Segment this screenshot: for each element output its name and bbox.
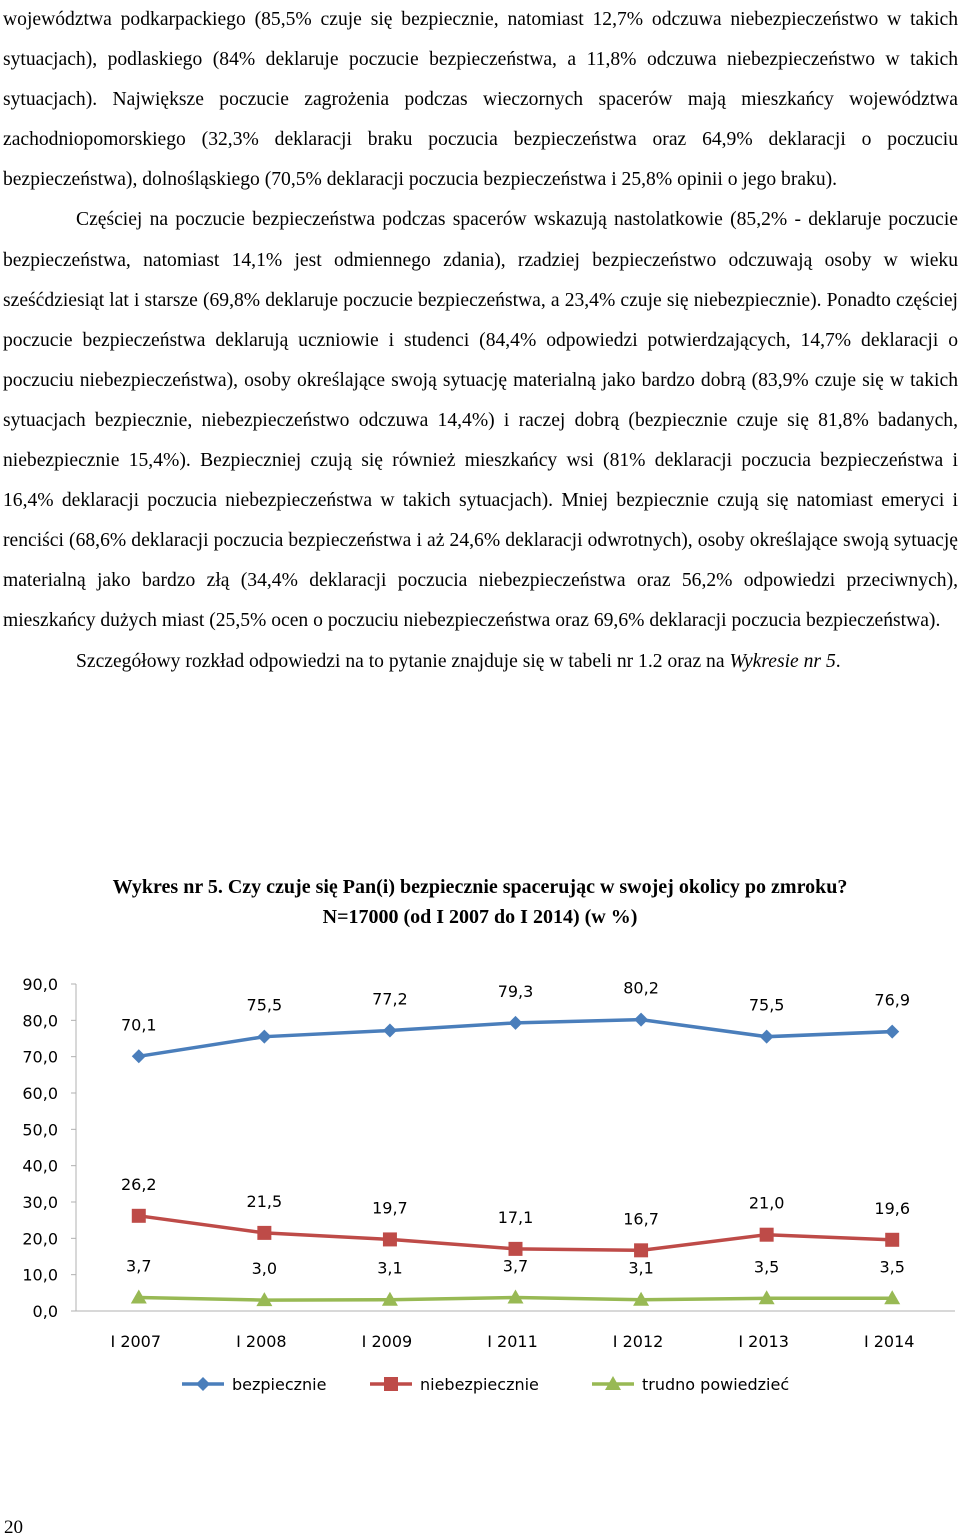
reference-text: Szczegółowy rozkład odpowiedzi na to pytanie znajduje się w tabeli nr 1.2 oraz na (76, 650, 730, 672)
paragraph-2: Częściej na poczucie bezpieczeństwa podczas spacerów wskazują nastolatkowie (85,2% - deklaruje poczucie bezpieczeństwa, natomiast 14,1% jest odmiennego zdania), rzadziej bezpieczeństwo odczuwają osoby w wieku sześćdziesiąt lat i starsze (69,8% deklaruje poczucie bezpieczeństwa, a 23,4% czuje się niebezpiecznie). Ponadto częściej poczucie bezpieczeństwa deklarują uczniowie i studenci (84,4% odpowiedzi potwierdzających, 14,7% deklaracji o poczuciu niebezpieczeństwa), osoby określające swoją sytuację materialną jako bardzo dobrą (83,9% czuje się w takich sytuacjach bezpiecznie, niebezpieczeństwo odczuwa 14,4%) i raczej dobrą (bezpiecznie czuje się 81,8% badanych, niebezpiecznie 15,4%). Bezpieczniej czują się również mieszkańcy wsi (81% deklaracji poczucia bezpieczeństwa i 16,4% deklaracji poczucia niebezpieczeństwa w takich sytuacjach). Mniej bezpiecznie czują się natomiast emeryci i renciści (68,6% deklaracji poczucia bezpieczeństwa i aż 24,6% deklaracji odwrotnych), osoby określające swoją sytuację materialną jako bardzo złą (34,4% deklaracji poczucia niebezpieczeństwa oraz 56,2% odpowiedzi przeciwnych), mieszkańcy dużych miast (25,5% ocen o poczuciu niebezpieczeństwa oraz 69,6% deklaracji poczucia bezpieczeństwa). (3, 209, 958, 632)
y-tick-label: 10,0 (22, 1265, 58, 1285)
figure-subtitle: N=17000 (od I 2007 do I 2014) (w %) (322, 906, 638, 928)
data-label: 3,1 (377, 1258, 403, 1278)
x-tick-label: I 2011 (487, 1332, 538, 1351)
y-tick-label: 90,0 (22, 975, 58, 994)
reference-figure-link: Wykresie nr 5 (729, 650, 836, 672)
data-point (257, 1030, 271, 1044)
page-number: 20 (4, 1517, 23, 1538)
legend-item (592, 1375, 789, 1394)
data-point (885, 1025, 899, 1039)
data-label: 21,5 (246, 1191, 283, 1211)
x-tick-label: I 2014 (863, 1332, 915, 1351)
data-point (509, 1016, 523, 1030)
data-point (132, 1049, 146, 1063)
y-tick-label: 0,0 (32, 1302, 58, 1321)
y-tick-label: 70,0 (22, 1047, 58, 1067)
data-label: 70,1 (120, 1015, 157, 1035)
reference-end: . (835, 650, 841, 672)
x-tick-label: I 2008 (236, 1332, 287, 1351)
y-tick-label: 50,0 (22, 1120, 58, 1140)
data-label: 26,2 (120, 1174, 157, 1194)
chart-axes (22, 975, 955, 1351)
data-point (196, 1377, 210, 1391)
data-point (760, 1030, 774, 1044)
y-tick-label: 30,0 (22, 1193, 58, 1212)
y-tick-label: 80,0 (22, 1011, 58, 1031)
figure-title: Wykres nr 5. Czy czuje się Pan(i) bezpiecznie spacerując w swojej okolicy po zmroku? (112, 876, 848, 898)
x-tick-label: I 2013 (738, 1332, 789, 1351)
series-0 (121, 979, 910, 1064)
data-label: 3,5 (879, 1257, 905, 1277)
body-text (3, 0, 958, 682)
data-label: 75,5 (748, 995, 785, 1015)
legend-item (370, 1375, 539, 1394)
legend-label: trudno powiedzieć (642, 1375, 790, 1394)
y-tick-label: 20,0 (22, 1229, 58, 1249)
reference-paragraph (3, 642, 958, 682)
y-tick-label: 60,0 (22, 1084, 58, 1103)
data-point (257, 1226, 271, 1240)
x-tick-label: I 2007 (110, 1332, 162, 1351)
y-tick-label: 40,0 (22, 1156, 58, 1176)
data-label: 3,0 (251, 1259, 278, 1279)
data-point (383, 1232, 397, 1246)
data-point (634, 1243, 648, 1257)
x-tick-label: I 2012 (612, 1332, 664, 1351)
data-label: 79,3 (497, 981, 534, 1001)
legend-label: bezpiecznie (232, 1375, 327, 1394)
data-label: 75,5 (246, 995, 283, 1015)
data-point (384, 1377, 398, 1391)
x-tick-label: I 2009 (361, 1332, 413, 1351)
data-label: 16,7 (623, 1209, 659, 1229)
data-point (509, 1242, 523, 1256)
data-label: 3,5 (753, 1257, 780, 1277)
data-label: 3,7 (126, 1256, 152, 1276)
data-point (634, 1013, 648, 1027)
series-2 (126, 1257, 905, 1307)
legend-item (182, 1375, 326, 1394)
chart-legend (182, 1375, 789, 1394)
data-label: 21,0 (748, 1193, 785, 1213)
legend-label: niebezpiecznie (420, 1375, 539, 1394)
data-label: 17,1 (497, 1207, 534, 1227)
data-label: 80,2 (623, 978, 659, 998)
data-label: 3,7 (502, 1256, 529, 1276)
data-label: 19,6 (874, 1198, 911, 1218)
data-point (885, 1233, 899, 1247)
data-label: 76,9 (874, 990, 911, 1010)
data-point (383, 1024, 397, 1038)
paragraph-1: województwa podkarpackiego (85,5% czuje się bezpiecznie, natomiast 12,7% odczuwa niebezpieczeństwo w takich sytuacjach), podlaskiego (84% deklaruje poczucie bezpieczeństwa, a 11,8% odczuwa niebezpieczeństwo w takich sytuacjach). Największe poczucie zagrożenia podczas wieczornych spacerów mają mieszkańcy województwa zachodniopomorskiego (32,3% deklaracji braku poczucia bezpieczeństwa oraz 64,9% deklaracji o poczuciu bezpieczeństwa), dolnośląskiego (70,5% deklaracji poczucia bezpieczeństwa i 25,8% opinii o jego braku). (3, 9, 958, 191)
chart-series (121, 979, 910, 1306)
data-point (760, 1228, 774, 1242)
data-label: 19,7 (372, 1198, 408, 1218)
line-chart (0, 960, 960, 1420)
data-label: 3,1 (628, 1258, 654, 1278)
data-label: 77,2 (372, 989, 408, 1009)
series-1 (121, 1175, 910, 1258)
data-point (132, 1209, 146, 1223)
